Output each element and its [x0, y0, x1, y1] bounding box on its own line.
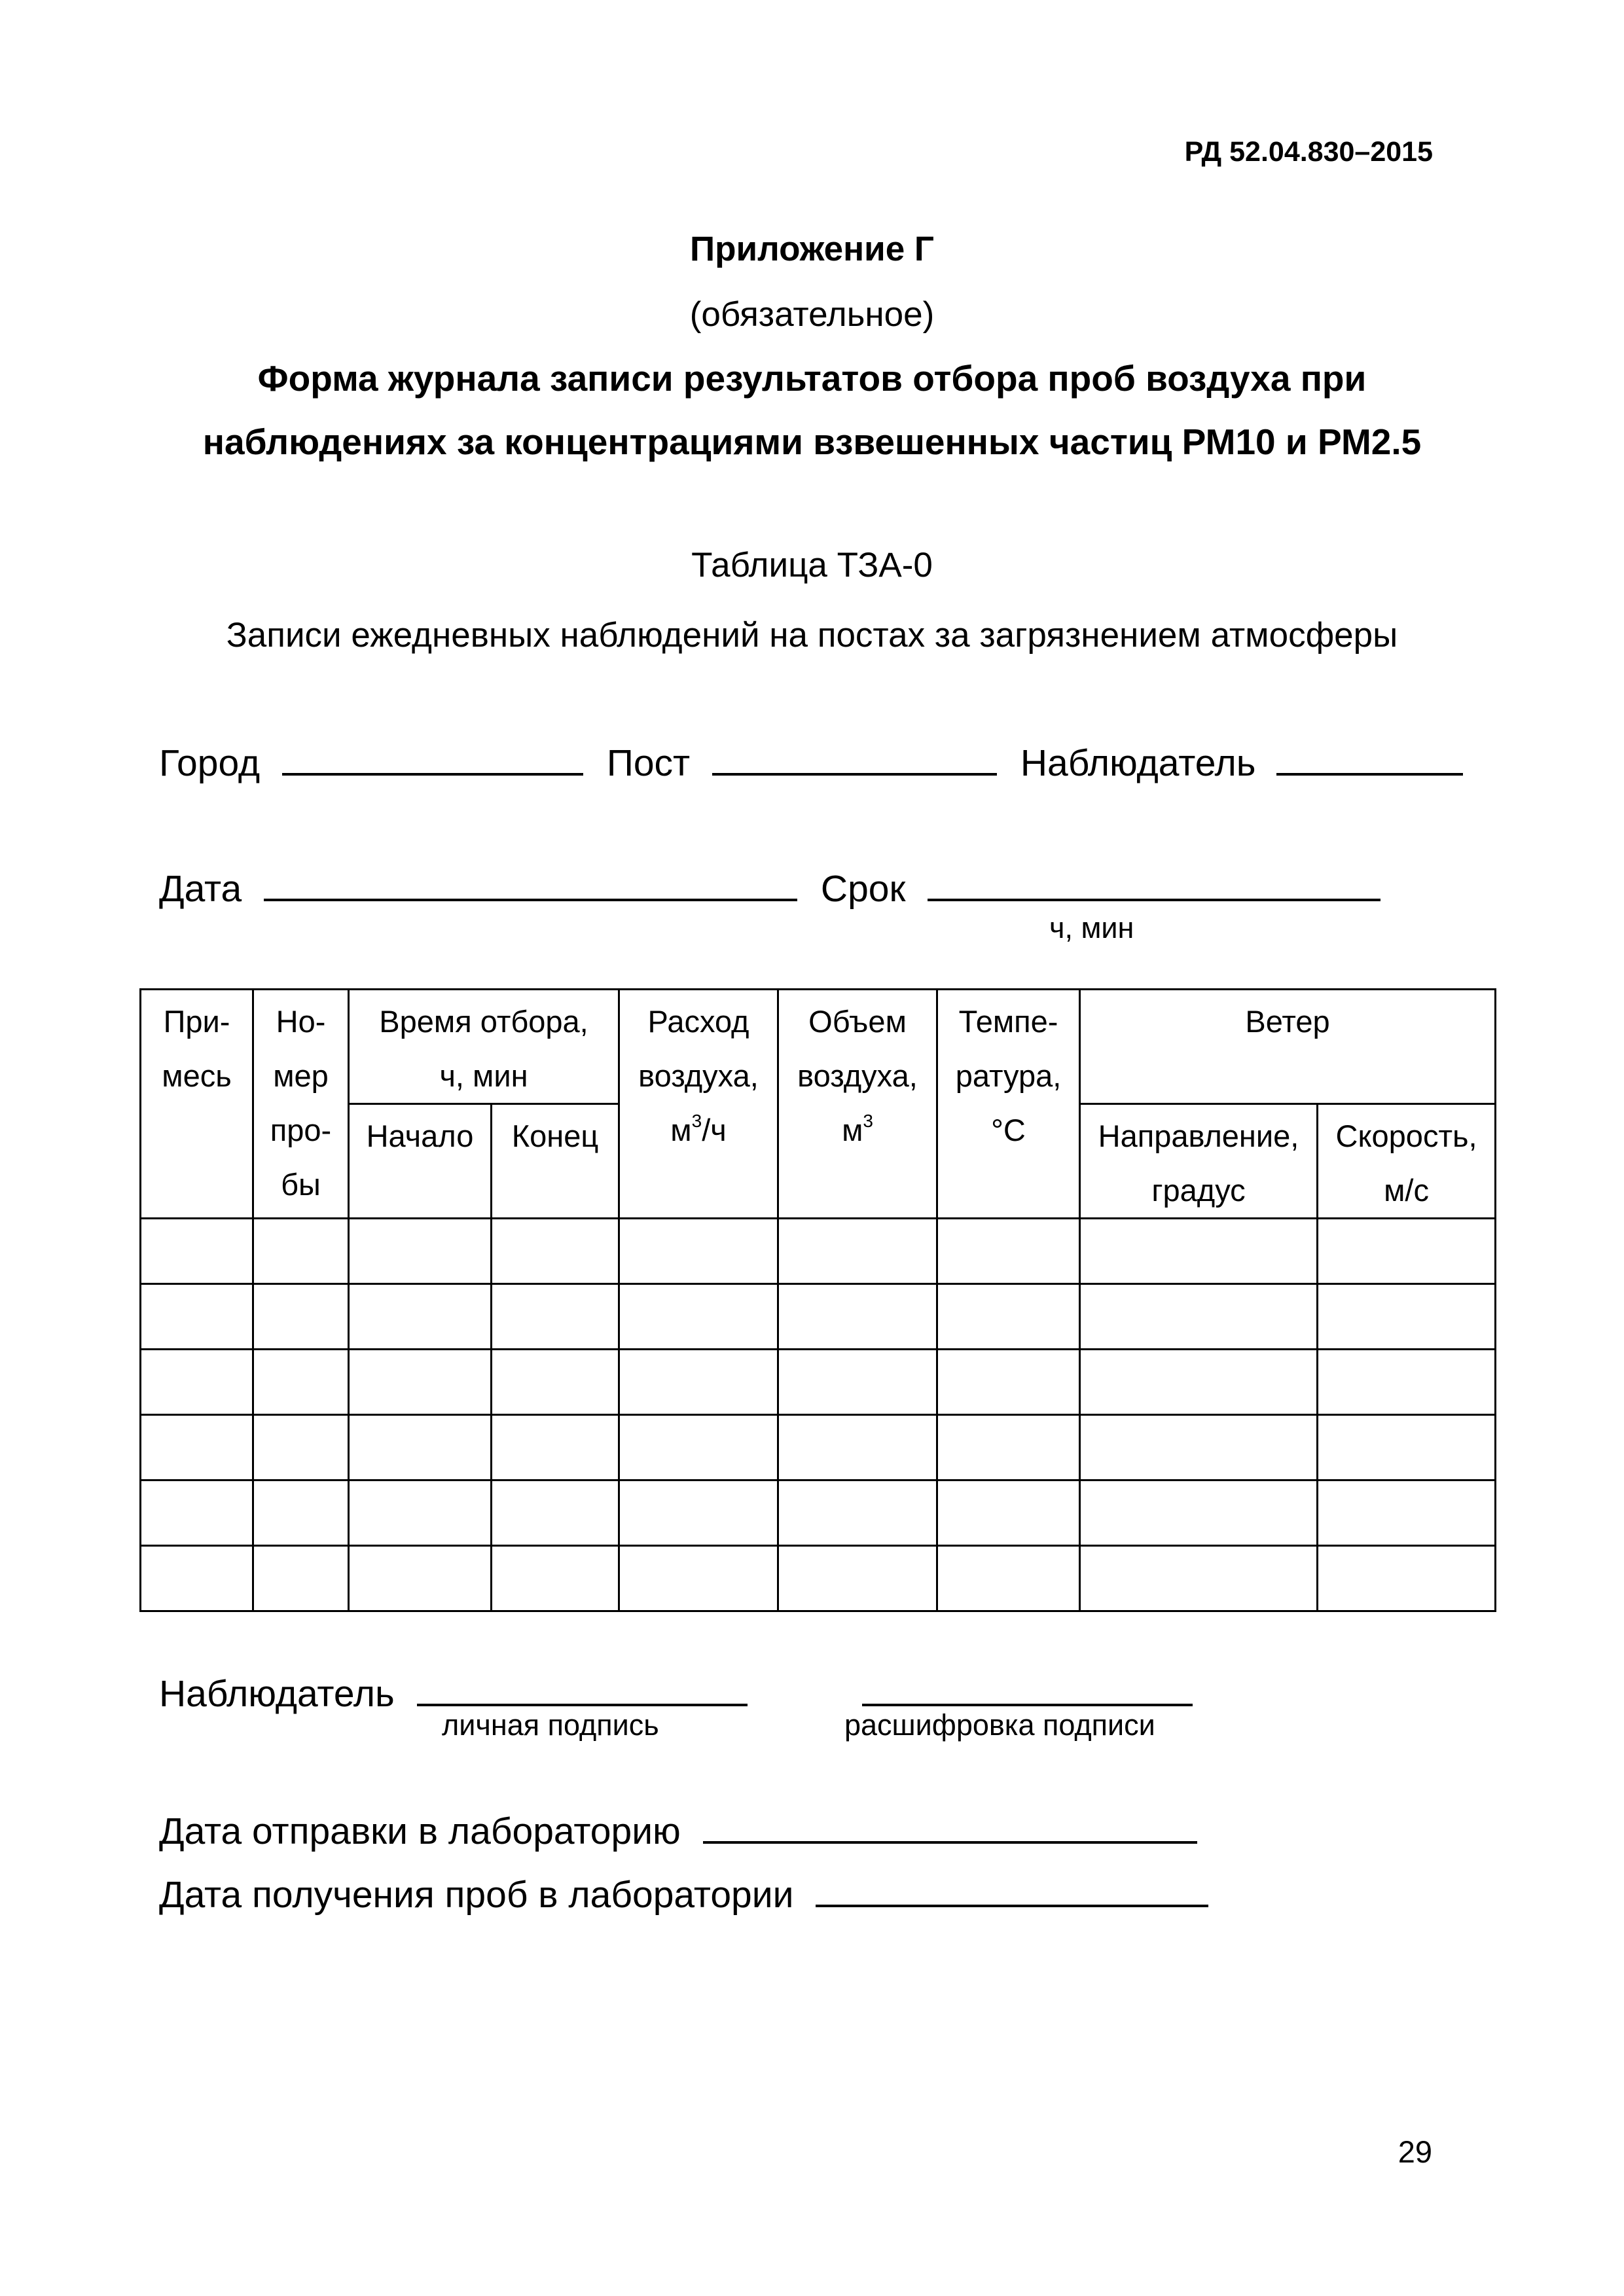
header-admixture: [141, 990, 253, 1219]
table-cell[interactable]: [349, 1480, 492, 1546]
table-cell[interactable]: [253, 1415, 349, 1480]
table-cell[interactable]: [937, 1546, 1080, 1611]
sent-date-label: Дата отправки в лабораторию: [159, 1810, 681, 1852]
signature-observer-label: Наблюдатель: [159, 1673, 395, 1715]
table-cell[interactable]: [619, 1415, 778, 1480]
header-wind-dir-line-2: градус: [1151, 1173, 1246, 1208]
header-time-start: Начало: [349, 1104, 492, 1219]
table-row: [141, 1219, 1496, 1284]
table-cell[interactable]: [619, 1546, 778, 1611]
header-number-line-2: мер: [273, 1058, 329, 1093]
table-cell[interactable]: [1080, 1350, 1318, 1415]
table-cell[interactable]: [1318, 1350, 1496, 1415]
header-flow-line-1: Расход: [647, 1004, 749, 1039]
table-cell[interactable]: [619, 1219, 778, 1284]
term-label: Срок: [820, 868, 906, 910]
table-cell[interactable]: [492, 1415, 619, 1480]
table-cell[interactable]: [778, 1415, 937, 1480]
table-cell[interactable]: [253, 1284, 349, 1350]
header-wind-speed: [1318, 1104, 1496, 1219]
table-cell[interactable]: [253, 1546, 349, 1611]
table-cell[interactable]: [1318, 1415, 1496, 1480]
table-cell[interactable]: [1080, 1284, 1318, 1350]
table-cell[interactable]: [492, 1480, 619, 1546]
table-cell[interactable]: [141, 1219, 253, 1284]
header-wind-speed-line-2: м/с: [1384, 1173, 1429, 1208]
header-wind-label: Ветер: [1245, 1004, 1330, 1039]
table-cell[interactable]: [349, 1219, 492, 1284]
table-cell[interactable]: [492, 1284, 619, 1350]
table-cell[interactable]: [778, 1350, 937, 1415]
header-volume-line-2: воздуха,: [797, 1058, 918, 1093]
table-cell[interactable]: [492, 1350, 619, 1415]
table-row: [141, 1546, 1496, 1611]
table-cell[interactable]: [1318, 1284, 1496, 1350]
date-label: Дата: [159, 868, 242, 910]
signature-decoding-blank[interactable]: [862, 1672, 1193, 1706]
header-volume-unit: $м^3$: [842, 1111, 873, 1147]
header-volume-line-1: Объем: [808, 1004, 907, 1039]
header-air-volume: [778, 990, 937, 1219]
header-temp-line-3: °С: [991, 1113, 1026, 1147]
observer-blank[interactable]: [1276, 742, 1463, 776]
table-cell[interactable]: [937, 1219, 1080, 1284]
term-hint: ч, мин: [1049, 911, 1134, 944]
city-blank[interactable]: [282, 742, 583, 776]
header-wind-speed-line-1: Скорость,: [1335, 1119, 1477, 1153]
table-cell[interactable]: [1318, 1219, 1496, 1284]
header-number-line-3: про-: [270, 1113, 332, 1147]
header-flow-line-2: воздуха,: [638, 1058, 759, 1093]
table-row: [141, 1415, 1496, 1480]
table-row: [141, 1480, 1496, 1546]
received-date-label: Дата получения проб в лаборатории: [159, 1874, 794, 1916]
signature-decoding-hint: расшифровка подписи: [844, 1708, 1155, 1742]
received-date-blank[interactable]: [816, 1873, 1208, 1907]
table-cell[interactable]: [349, 1350, 492, 1415]
document-code: РД 52.04.830–2015: [1184, 136, 1433, 168]
header-time-end: Конец: [492, 1104, 619, 1219]
table-row: [141, 1284, 1496, 1350]
header-air-flow: [619, 990, 778, 1219]
table-cell[interactable]: [619, 1350, 778, 1415]
header-time-line-2: ч, мин: [439, 1058, 528, 1093]
location-fields-row: [159, 742, 1463, 785]
table-cell[interactable]: [349, 1546, 492, 1611]
table-cell[interactable]: [349, 1284, 492, 1350]
table-cell[interactable]: [141, 1415, 253, 1480]
table-cell[interactable]: [937, 1480, 1080, 1546]
header-number-line-4: бы: [281, 1167, 321, 1202]
sent-date-row: [159, 1810, 1197, 1853]
received-date-row: [159, 1873, 1208, 1916]
table-cell[interactable]: [937, 1415, 1080, 1480]
table-cell[interactable]: [619, 1480, 778, 1546]
table-cell[interactable]: [141, 1546, 253, 1611]
table-cell[interactable]: [778, 1546, 937, 1611]
appendix-type: (обязательное): [689, 295, 935, 334]
table-cell[interactable]: [253, 1350, 349, 1415]
form-title-line-1: Форма журнала записи результатов отбора проб воздуха при: [257, 358, 1367, 399]
form-title-line-2: наблюдениях за концентрациями взвешенных частиц РМ10 и РМ2.5: [202, 422, 1422, 462]
table-cell[interactable]: [349, 1415, 492, 1480]
table-row: [141, 1350, 1496, 1415]
table-cell[interactable]: [937, 1350, 1080, 1415]
header-temp-line-1: Темпе-: [958, 1004, 1058, 1039]
header-wind: [1080, 990, 1496, 1104]
page-number: 29: [1398, 2134, 1432, 2169]
table-cell[interactable]: [619, 1284, 778, 1350]
header-temperature: [937, 990, 1080, 1219]
table-cell[interactable]: [492, 1546, 619, 1611]
table-cell[interactable]: [1080, 1480, 1318, 1546]
post-label: Пост: [606, 742, 691, 784]
date-blank[interactable]: [264, 867, 797, 901]
table-cell[interactable]: [253, 1219, 349, 1284]
table-cell[interactable]: [253, 1480, 349, 1546]
table-cell[interactable]: [1080, 1546, 1318, 1611]
header-admixture-line-2: месь: [162, 1058, 232, 1093]
table-cell[interactable]: [141, 1284, 253, 1350]
header-flow-unit: $м^3/ч$: [670, 1111, 727, 1147]
table-cell[interactable]: [492, 1219, 619, 1284]
table-cell[interactable]: [937, 1284, 1080, 1350]
header-temp-line-2: ратура,: [955, 1058, 1062, 1093]
journal-table: [139, 988, 1496, 1612]
personal-signature-blank[interactable]: [417, 1672, 748, 1706]
appendix-title: Приложение Г: [690, 230, 934, 268]
table-subtitle: Записи ежедневных наблюдений на постах за загрязнением атмосферы: [226, 616, 1398, 655]
table-cell[interactable]: [1080, 1219, 1318, 1284]
sent-date-blank[interactable]: [703, 1810, 1197, 1844]
table-cell[interactable]: [778, 1219, 937, 1284]
header-sampling-time: [349, 990, 619, 1104]
table-cell[interactable]: [1318, 1480, 1496, 1546]
table-cell[interactable]: [778, 1480, 937, 1546]
header-wind-direction: [1080, 1104, 1318, 1219]
personal-signature-hint: личная подпись: [442, 1708, 659, 1742]
term-blank[interactable]: [928, 867, 1380, 901]
table-cell[interactable]: [778, 1284, 937, 1350]
observer-label: Наблюдатель: [1020, 742, 1256, 784]
city-label: Город: [159, 742, 261, 784]
table-cell[interactable]: [141, 1480, 253, 1546]
date-fields-row: [159, 867, 1380, 910]
journal-table-body: [141, 1219, 1496, 1611]
table-label: Таблица ТЗА-0: [691, 546, 933, 584]
header-admixture-line-1: При-: [163, 1004, 230, 1039]
table-cell[interactable]: [1080, 1415, 1318, 1480]
header-number-line-1: Но-: [276, 1004, 326, 1039]
table-cell[interactable]: [1318, 1546, 1496, 1611]
header-wind-dir-line-1: Направление,: [1098, 1119, 1299, 1153]
post-blank[interactable]: [712, 742, 997, 776]
header-sample-number: [253, 990, 349, 1219]
table-cell[interactable]: [141, 1350, 253, 1415]
header-time-line-1: Время отбора,: [379, 1004, 588, 1039]
